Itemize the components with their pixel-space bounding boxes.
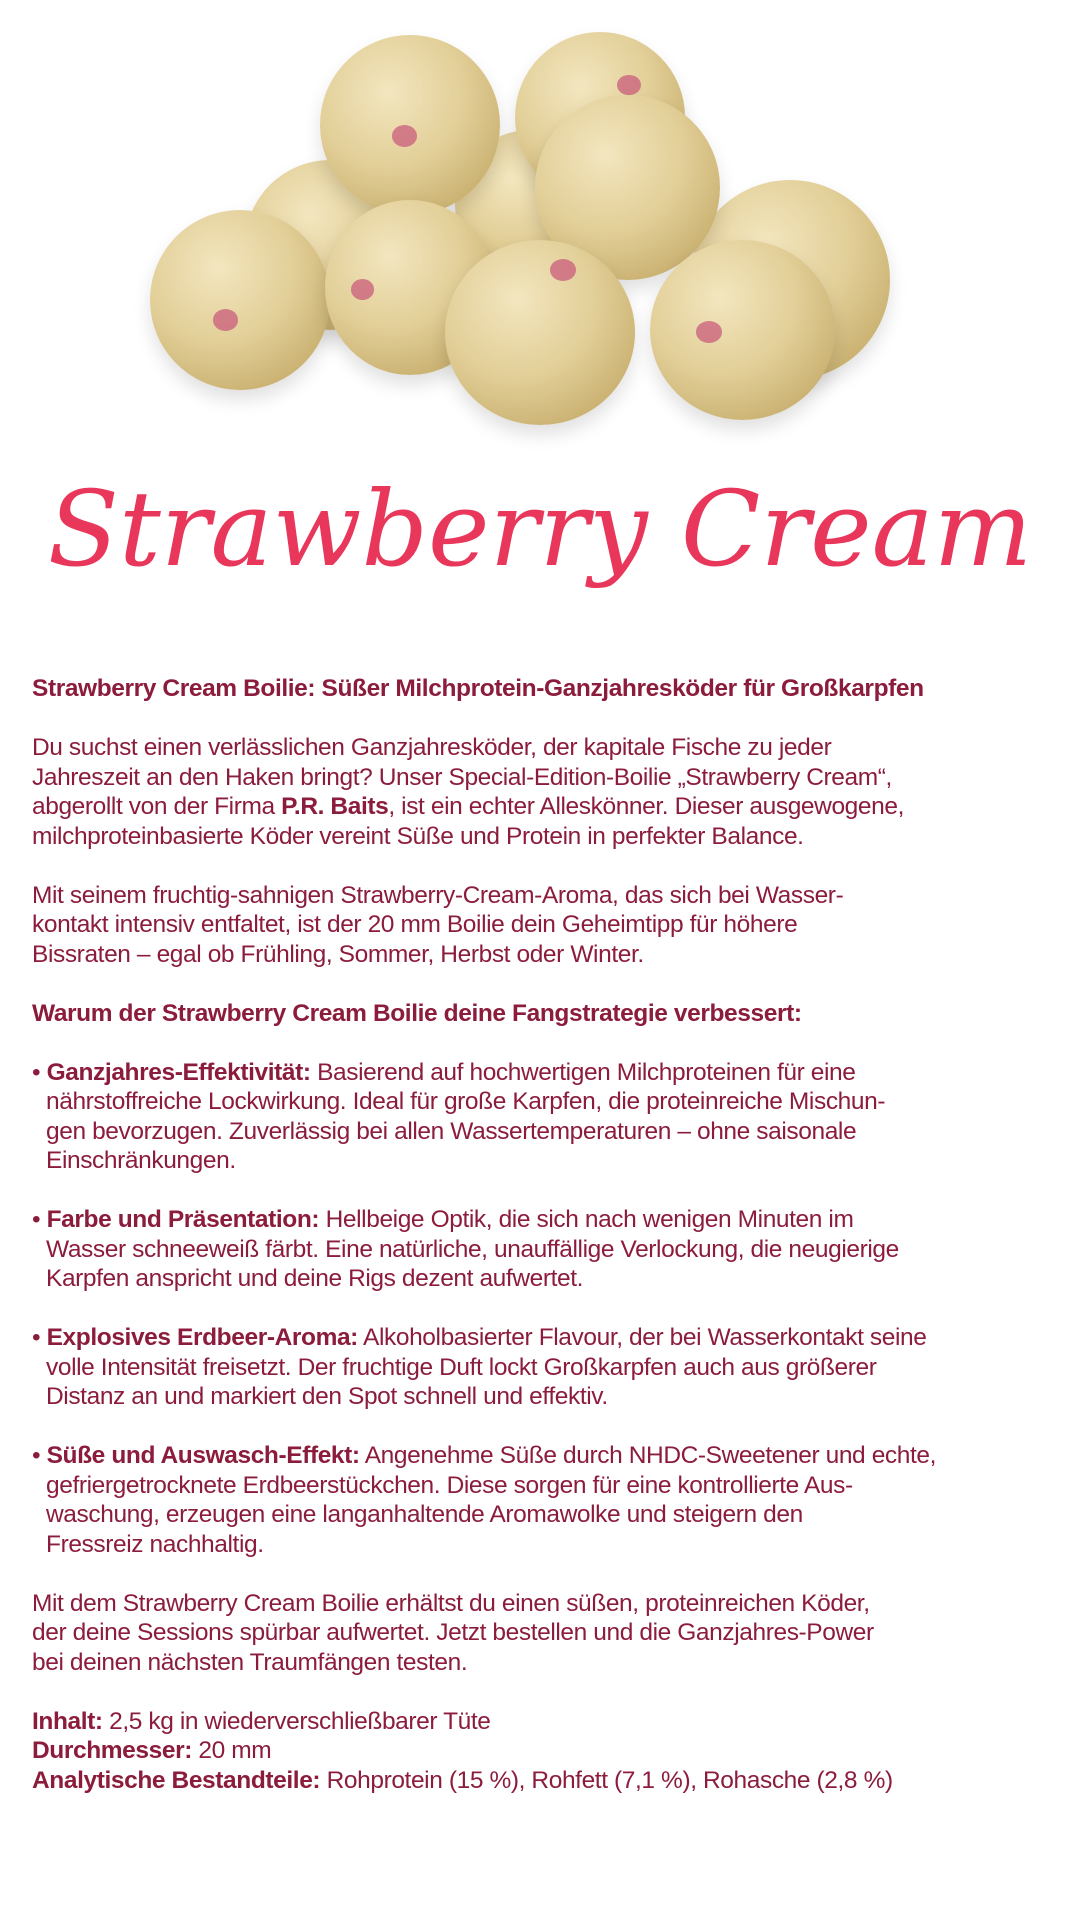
text-line: milchproteinbasierte Köder vereint Süße und Protein in perfekter Balance. [32, 822, 804, 850]
text-line: Du suchst einen verlässlichen Ganzjahresköder, der kapitale Fische zu jeder [32, 734, 832, 761]
text: , ist ein echter Alleskönner. Dieser ausgewogene, [388, 793, 904, 820]
text-line: bei deinen nächsten Traumfängen testen. [32, 1648, 468, 1676]
text-line [32, 792, 1062, 822]
text-line: waschung, erzeugen eine langanhaltende Aromawolke und steigern den [46, 1501, 803, 1528]
section-heading: Warum der Strawberry Cream Boilie deine Fangstrategie verbessert: [32, 999, 802, 1027]
bullet-label: Explosives Erdbeer-Aroma: [46, 1324, 358, 1351]
bullet-item [32, 1058, 1062, 1176]
text-line: Fressreiz nachhaltig. [46, 1530, 264, 1558]
aroma-paragraph [32, 881, 1062, 970]
product-description [32, 674, 1062, 1795]
spec-diameter [32, 1736, 1062, 1766]
spec-value: Rohprotein (15 %), Rohfett (7,1 %), Rohasche (2,8 %) [320, 1766, 893, 1794]
text-line: Wasser schneeweiß färbt. Eine natürliche, unauffällige Verlockung, die neugierige [46, 1235, 899, 1263]
text: Alkoholbasierter Flavour, der bei Wasserkontakt seine [357, 1324, 927, 1351]
text: Basierend auf hochwertigen Milchproteinen für eine [310, 1058, 856, 1086]
bullet-item [32, 1441, 1062, 1559]
text: Hellbeige Optik, die sich nach wenigen Minuten im [319, 1206, 854, 1233]
boilie [445, 240, 635, 425]
script-title [47, 440, 1033, 640]
brand-name: P.R. Baits [281, 793, 389, 820]
spec-label: Analytische Bestandteile: [32, 1766, 321, 1794]
bullet-label: Farbe und Präsentation: [46, 1206, 320, 1233]
text-line: Distanz an und markiert den Spot schnell und effektiv. [46, 1383, 608, 1410]
main-heading: Strawberry Cream Boilie: Süßer Milchprotein-Ganzjahresköder für Großkarpfen [32, 675, 924, 702]
text: abgerollt von der Firma [32, 793, 282, 820]
bullet-item [32, 1323, 1062, 1412]
text-line: Karpfen anspricht und deine Rigs dezent aufwertet. [46, 1265, 584, 1292]
text-line: gefriergetrocknete Erdbeerstückchen. Diese sorgen für eine kontrollierte Aus- [46, 1471, 853, 1499]
text-line: kontakt intensiv entfaltet, ist der 20 mm Boilie dein Geheimtipp für höhere [32, 911, 798, 938]
bullet-icon: • [32, 1442, 41, 1469]
bullet-icon: • [32, 1206, 41, 1233]
script-title-text: Strawberry Cream [47, 468, 1033, 590]
text-line: volle Intensität freisetzt. Der fruchtige Duft lockt Großkarpfen auch aus größerer [46, 1353, 877, 1381]
text-line: Mit dem Strawberry Cream Boilie erhältst du einen süßen, proteinreichen Köder, [32, 1589, 870, 1617]
bullet-label: Süße und Auswasch-Effekt: [46, 1442, 360, 1469]
bullet-label: Ganzjahres-Effektivität: [46, 1058, 311, 1086]
closing-paragraph [32, 1589, 1062, 1678]
boilie [150, 210, 330, 390]
intro-paragraph [32, 733, 1062, 851]
spec-value: 20 mm [191, 1737, 272, 1764]
product-image-boilies [0, 0, 1080, 440]
specs-list [32, 1707, 1062, 1796]
boilie [320, 35, 500, 215]
spec-analysis [32, 1766, 1062, 1796]
spec-label: Inhalt: [32, 1707, 103, 1735]
bullet-icon: • [32, 1324, 41, 1351]
bullet-icon: • [32, 1058, 41, 1086]
spec-contents [32, 1707, 1062, 1737]
text-line: nährstoffreiche Lockwirkung. Ideal für große Karpfen, die proteinreiche Mischun- [46, 1088, 886, 1115]
text-line: Einschränkungen. [46, 1147, 236, 1174]
boilie [650, 240, 835, 420]
text-line: gen bevorzugen. Zuverlässig bei allen Wassertemperaturen – ohne saisonale [46, 1117, 857, 1145]
spec-value: 2,5 kg in wiederverschließbarer Tüte [102, 1707, 491, 1735]
text-line: Bissraten – egal ob Frühling, Sommer, Herbst oder Winter. [32, 940, 644, 968]
bullet-item [32, 1205, 1062, 1294]
text: Angenehme Süße durch NHDC-Sweetener und echte, [359, 1442, 937, 1469]
spec-label: Durchmesser: [32, 1737, 192, 1764]
text-line: Jahreszeit an den Haken bringt? Unser Special-Edition-Boilie „Strawberry Cream“, [32, 763, 892, 791]
text-line: Mit seinem fruchtig-sahnigen Strawberry-Cream-Aroma, das sich bei Wasser- [32, 881, 844, 909]
text-line: der deine Sessions spürbar aufwertet. Jetzt bestellen und die Ganzjahres-Power [32, 1619, 874, 1646]
